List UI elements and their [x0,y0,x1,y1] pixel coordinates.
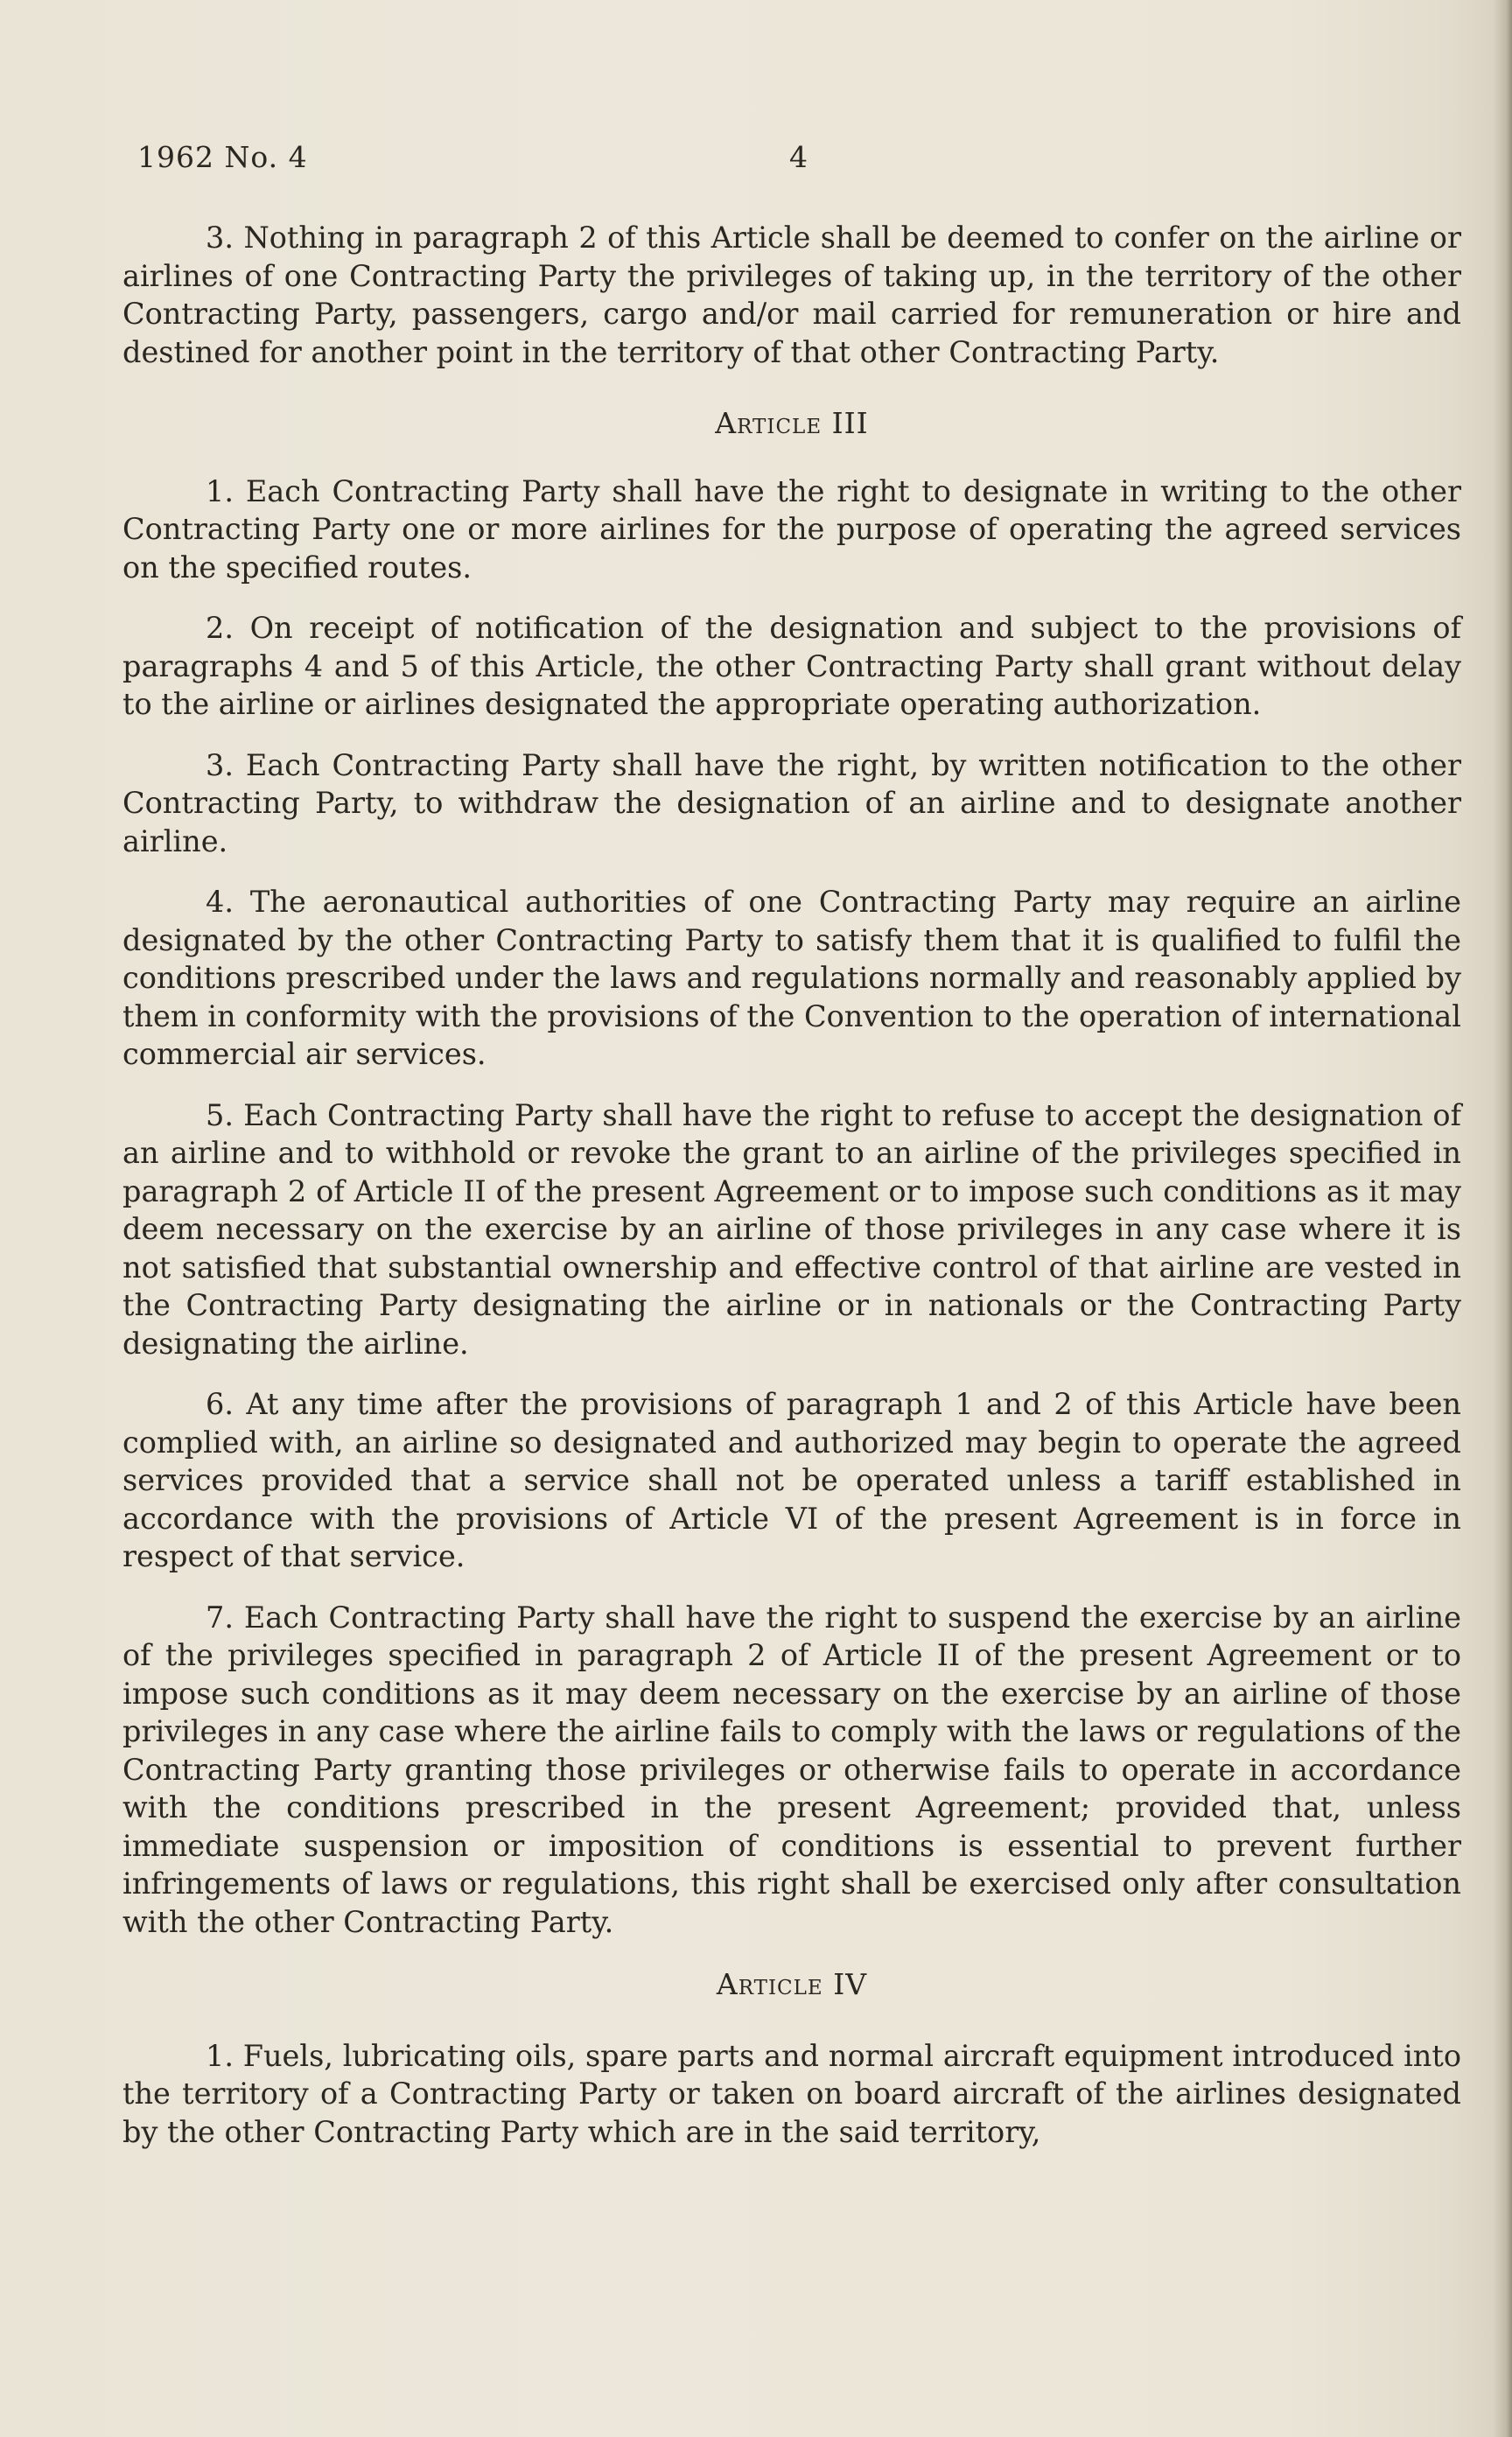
header-year-number: 1962 No. 4 [137,140,308,174]
paragraph-article-iii-5: 5. Each Contracting Party shall have the right to refuse to accept the designation of an airline and to withhold or revoke the grant to an airline of the privileges specified in paragraph 2 of Article II of the present Agreement or to impose such conditions as it may deem necessary on the exercise by an airline of those privileges in any case where it is not satisfied that substantial ownership and effective control of that airline are vested in the Contracting Party designating the airline or in nationals or the Contracting Party designating the airline. [122,1097,1461,1361]
paragraph-article-iii-2: 2. On receipt of notification of the designation and subject to the provisions of paragraphs 4 and 5 of this Article, the other Contracting Party shall grant without delay to the airline or airlines designated the appropriate operating authorization. [122,611,1461,721]
paragraph-article-iii-1: 1. Each Contracting Party shall have the right to designate in writing to the other Contracting Party one or more airlines for the purpose of operating the agreed services on the specified routes. [122,473,1461,585]
paragraph-article-iii-6: 6. At any time after the provisions of paragraph 1 and 2 of this Article have been complied with, an airline so designated and authorized may begin to operate the agreed services provided that a service shall not be operated unless a tariff established in accordance with the provisions of Article VI of the present Agreement is in force in respect of that service. [122,1387,1461,1573]
paragraph-article-iii-7: 7. Each Contracting Party shall have the right to suspend the exercise by an airline of the privileges specified in paragraph 2 of Article II of the present Agreement or to impose such conditions as it may deem necessary on the exercise by an airline of those privileges in any case where the airline fails to comply with the laws or regulations of the Contracting Party granting those privileges or otherwise fails to operate in accordance with the conditions prescribed in the present Agreement; provided that, unless immediate suspension or imposition of conditions is essential to prevent further infringements of laws or regulations, this right shall be exercised only after consultation with the other Contracting Party. [122,1600,1461,1939]
header-page-number: 4 [789,140,808,174]
paragraph-article-ii-3: 3. Nothing in paragraph 2 of this Article shall be deemed to confer on the airline or airlines of one Contracting Party the privileges of taking up, in the territory of the other Contracting Party, passengers, cargo and/or mail carried for remuneration or hire and destined for another point in the territory of that other Contracting Party. [122,221,1461,369]
document-body [122,219,1461,2174]
page-header [137,140,1467,179]
paragraph-article-iii-3: 3. Each Contracting Party shall have the right, by written notification to the other Contracting Party, to withdraw the designation of an airline and to designate another airline. [122,747,1461,858]
paragraph-article-iii-4: 4. The aeronautical authorities of one Contracting Party may require an airline designated by the other Contracting Party to satisfy them that it is qualified to fulfil the conditions prescribed under the laws and regulations normally and reasonably applied by them in conformity with the provisions of the Convention to the operation of international commercial air services. [122,885,1461,1071]
article-iv-heading: Article IV [716,1967,868,2001]
page-edge-shadow [1493,0,1512,2437]
article-iii-heading: Article III [715,406,869,440]
paragraph-article-iv-1: 1. Fuels, lubricating oils, spare parts and normal aircraft equipment introduced into the territory of a Contracting Party or taken on board aircraft of the airlines designated by the other Contracting Party which are in the said territory, [122,2038,1461,2149]
